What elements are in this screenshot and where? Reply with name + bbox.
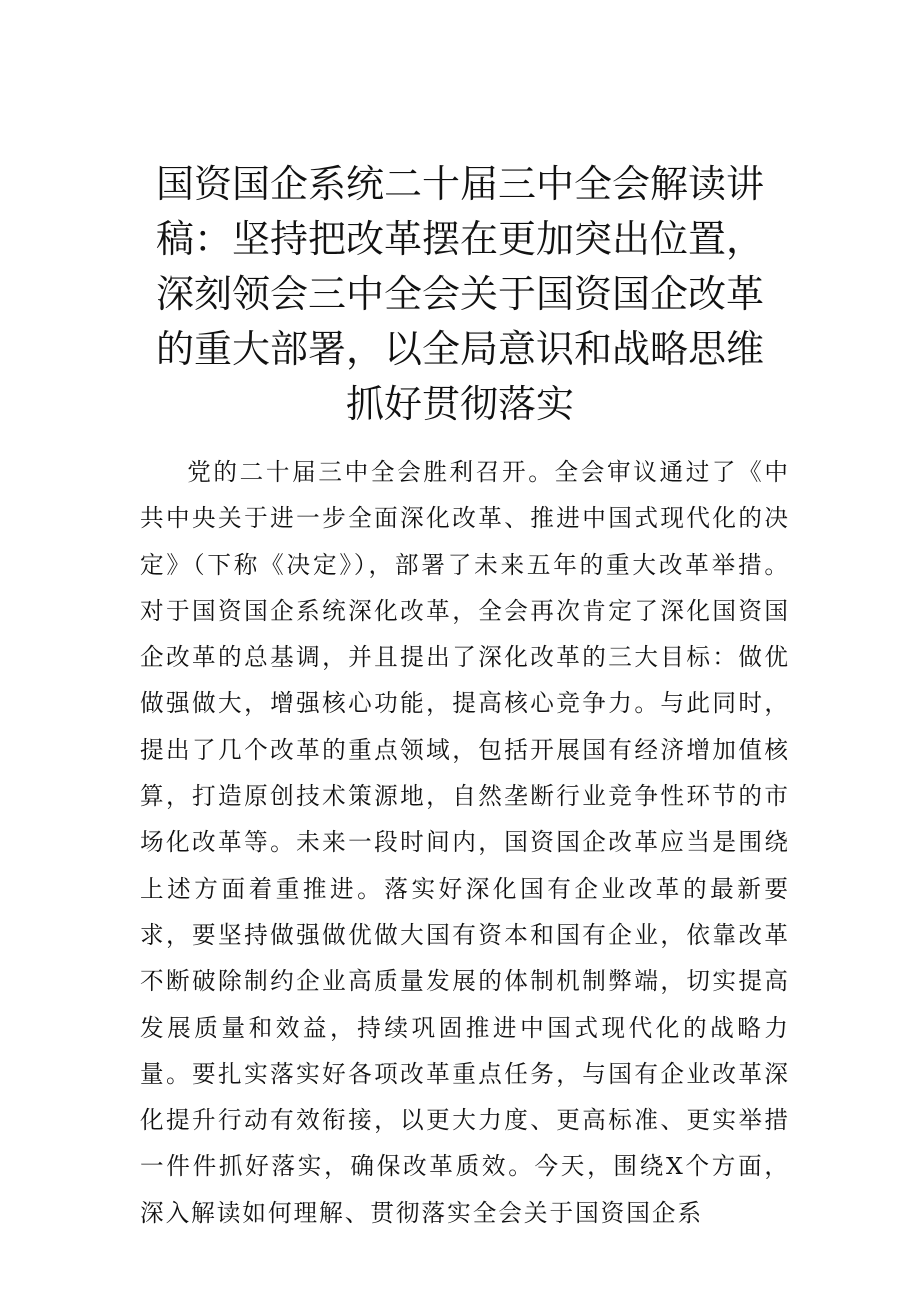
document-title: 国资国企系统二十届三中全会解读讲稿：坚持把改革摆在更加突出位置，深刻领会三中全会关于国资国企改革的重大部署，以全局意识和战略思维抓好贯彻落实 [155, 162, 764, 426]
body-paragraph: 党的二十届三中全会胜利召开。全会审议通过了《中共中央关于进一步全面深化改革、推进中国式现代化的决定》（下称《决定》），部署了未来五年的重大改革举措。对于国资国企系统深化改革，全会再次肯定了深化国资国企改革的总基调，并且提出了深化改革的三大目标：做优做强做大，增强核心功能，提高核心竞争力。与此同时，提出了几个改革的重点领域，包括开展国有经济增加值核算，打造原创技术策源地，自然垄断行业竞争性环节的市场化改革等。未来一段时间内，国资国企改革应当是围绕上述方面着重推进。落实好深化国有企业改革的最新要求，要坚持做强做优做大国有资本和国有企业，依靠改革不断破除制约企业高质量发展的体制机制弊端，切实提高发展质量和效益，持续巩固推进中国式现代化的战略力量。要扎实落实好各项改革重点任务，与国有企业改革深化提升行动有效衔接，以更大力度、更高标准、更实举措一件件抓好落实，确保改革质效。今天，围绕X个方面，深入解读如何理解、贯彻落实全会关于国资国企系 [140, 458, 790, 1227]
